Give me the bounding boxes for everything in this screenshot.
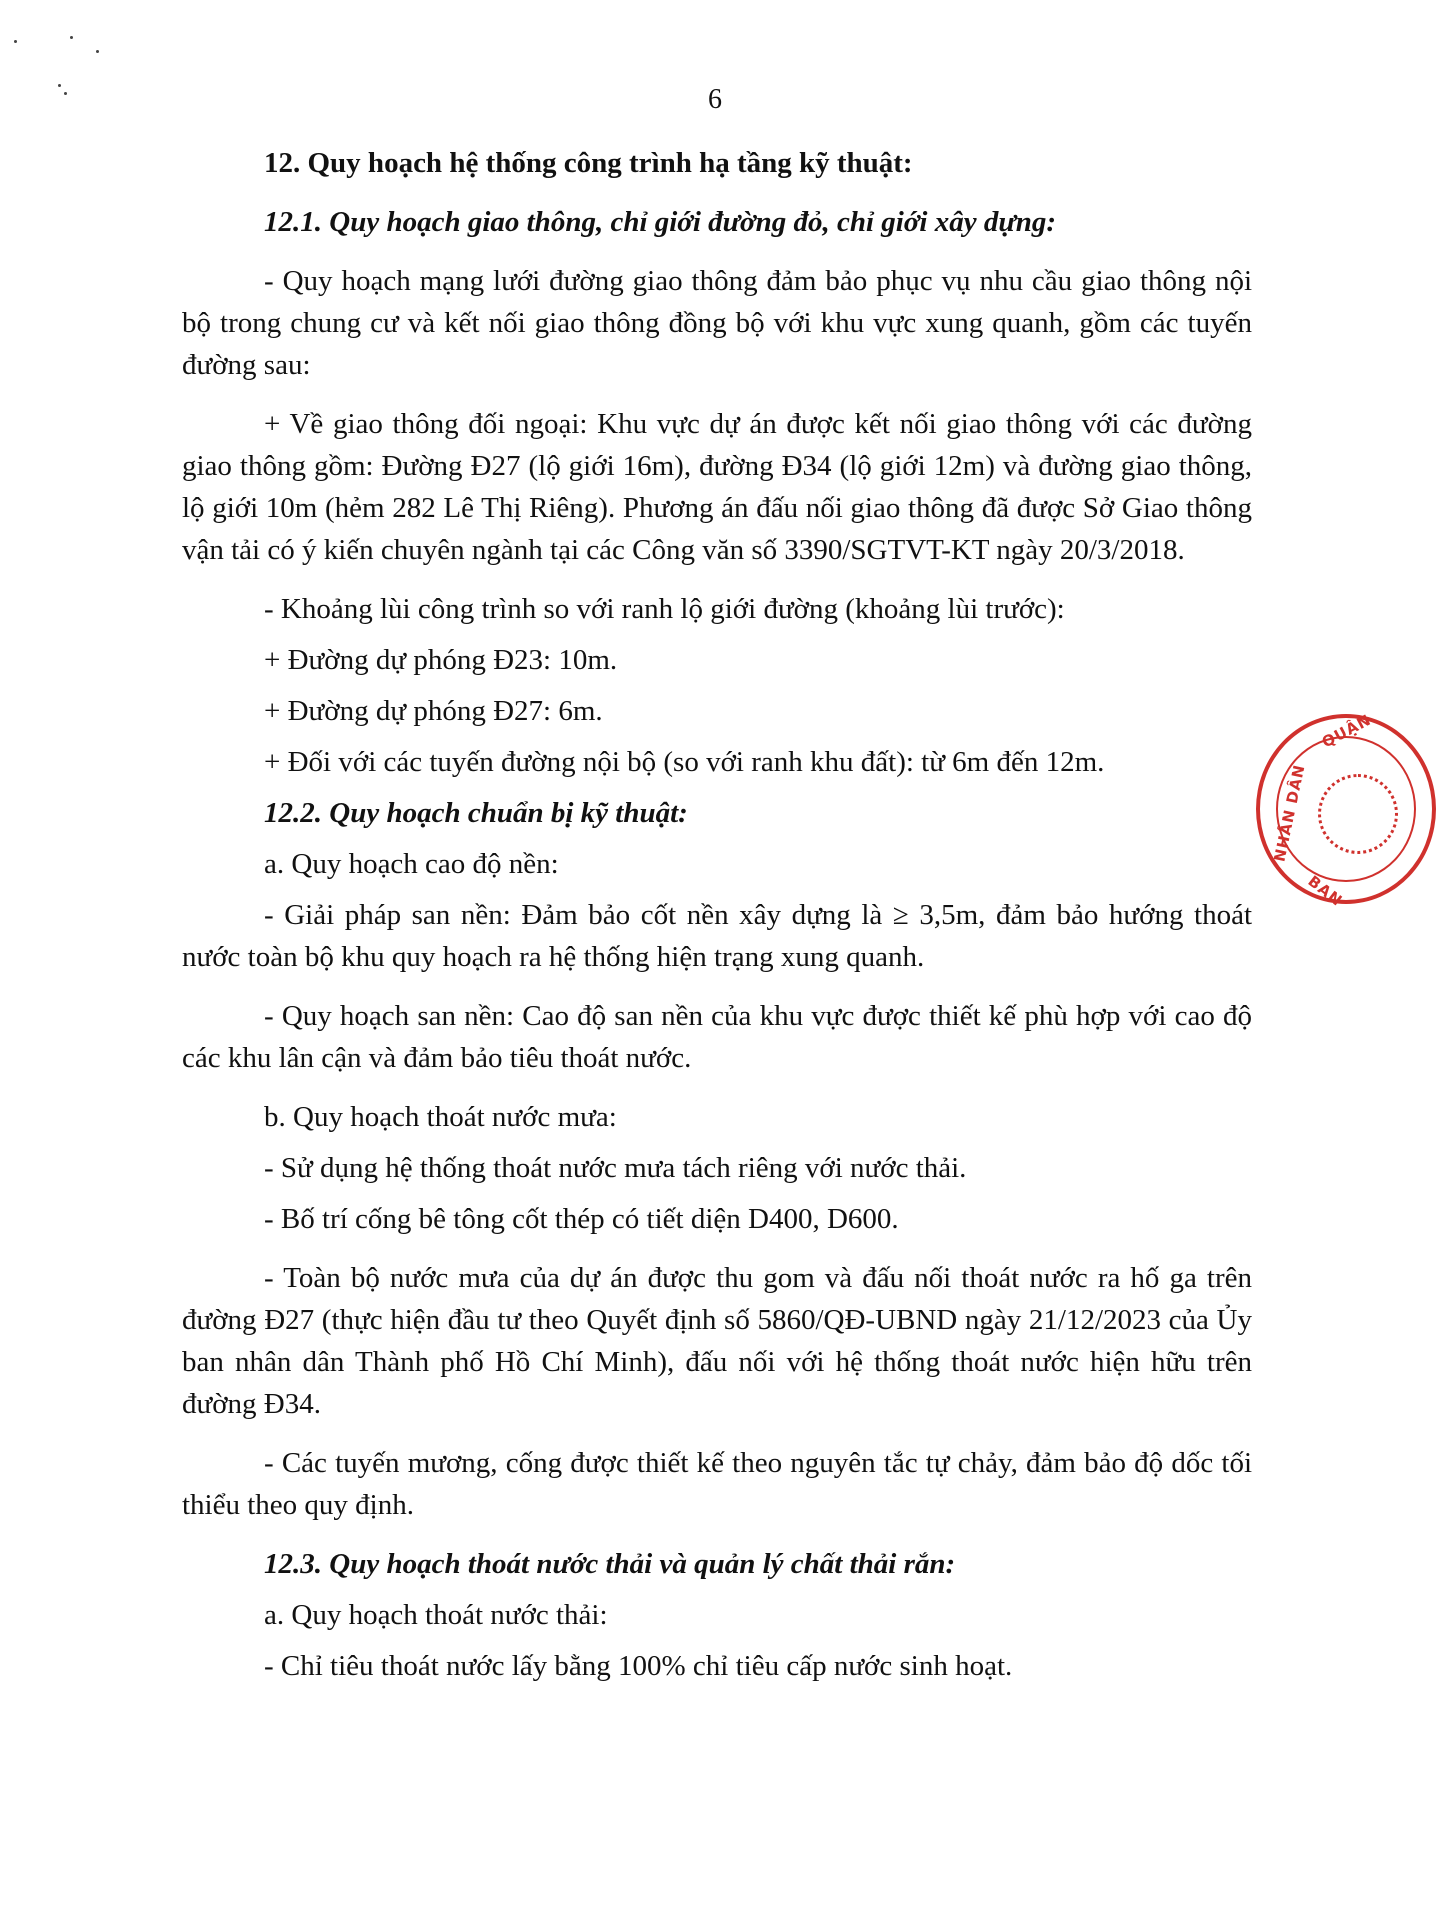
paragraph-leveling-plan: - Quy hoạch san nền: Cao độ san nền của khu vực được thiết kế phù hợp với cao độ các khu lân cận và đảm bảo tiêu thoát nước. bbox=[182, 1000, 1252, 1074]
paragraph-external-traffic: + Về giao thông đối ngoại: Khu vực dự án được kết nối giao thông với các đường giao thông gồm: Đường Đ27 (lộ giới 16m), đường Đ34 (lộ giới 12m) và đường giao thông, lộ giới 10m (hẻm 282 Lê Thị Riêng). Phương án đấu nối giao thông đã được Sở Giao thông vận tải có ý kiến chuyên ngành tại các Công văn số 3390/SGTVT-KT ngày 20/3/2018. bbox=[182, 408, 1252, 566]
section-heading-12: 12. Quy hoạch hệ thống công trình hạ tầng kỹ thuật: bbox=[264, 147, 913, 179]
stamp-emblem bbox=[1318, 774, 1398, 854]
paragraph-wastewater-title: a. Quy hoạch thoát nước thải: bbox=[264, 1599, 608, 1631]
stamp-text-top: QUẬN bbox=[1318, 710, 1375, 752]
paragraph-elevation-title: a. Quy hoạch cao độ nền: bbox=[264, 848, 559, 880]
paragraph-leveling-solution: - Giải pháp san nền: Đảm bảo cốt nền xây dựng là ≥ 3,5m, đảm bảo hướng thoát nước toàn bộ khu quy hoạch ra hệ thống hiện trạng xung quanh. bbox=[182, 899, 1252, 973]
stamp-text-left: NHÂN DÂN bbox=[1270, 762, 1309, 864]
paragraph-traffic-network: - Quy hoạch mạng lưới đường giao thông đảm bảo phục vụ nhu cầu giao thông nội bộ trong chung cư và kết nối giao thông đồng bộ với khu vực xung quanh, gồm các tuyến đường sau: bbox=[182, 265, 1252, 381]
official-stamp bbox=[1248, 700, 1398, 920]
page-number: 6 bbox=[708, 84, 722, 115]
paragraph-road-d23: + Đường dự phóng Đ23: 10m. bbox=[264, 644, 618, 676]
document-body bbox=[182, 142, 1252, 1704]
paragraph-rain-separate: - Sử dụng hệ thống thoát nước mưa tách riêng với nước thải. bbox=[264, 1152, 967, 1184]
subsection-heading-12-1: 12.1. Quy hoạch giao thông, chỉ giới đường đỏ, chỉ giới xây dựng: bbox=[264, 206, 1057, 238]
stamp-text-bottom: BAN bbox=[1304, 872, 1347, 910]
paragraph-wastewater-index: - Chỉ tiêu thoát nước lấy bằng 100% chỉ tiêu cấp nước sinh hoạt. bbox=[264, 1650, 1013, 1682]
subsection-heading-12-3: 12.3. Quy hoạch thoát nước thải và quản lý chất thải rắn: bbox=[264, 1548, 956, 1580]
paragraph-rain-collection: - Toàn bộ nước mưa của dự án được thu gom và đấu nối thoát nước ra hố ga trên đường Đ27 (thực hiện đầu tư theo Quyết định số 5860/QĐ-UBND ngày 21/12/2023 của Ủy ban nhân dân Thành phố Hồ Chí Minh), đấu nối với hệ thống thoát nước hiện hữu trên đường Đ34. bbox=[182, 1262, 1252, 1420]
paragraph-internal-roads: + Đối với các tuyến đường nội bộ (so với ranh khu đất): từ 6m đến 12m. bbox=[264, 746, 1105, 778]
paragraph-culvert: - Bố trí cống bê tông cốt thép có tiết diện D400, D600. bbox=[264, 1203, 899, 1235]
paragraph-road-d27: + Đường dự phóng Đ27: 6m. bbox=[264, 695, 603, 727]
subsection-heading-12-2: 12.2. Quy hoạch chuẩn bị kỹ thuật: bbox=[264, 797, 688, 829]
paragraph-rain-drainage-title: b. Quy hoạch thoát nước mưa: bbox=[264, 1101, 617, 1133]
paragraph-channels: - Các tuyến mương, cống được thiết kế theo nguyên tắc tự chảy, đảm bảo độ dốc tối thiểu theo quy định. bbox=[182, 1447, 1252, 1521]
paragraph-setback: - Khoảng lùi công trình so với ranh lộ giới đường (khoảng lùi trước): bbox=[264, 593, 1065, 625]
